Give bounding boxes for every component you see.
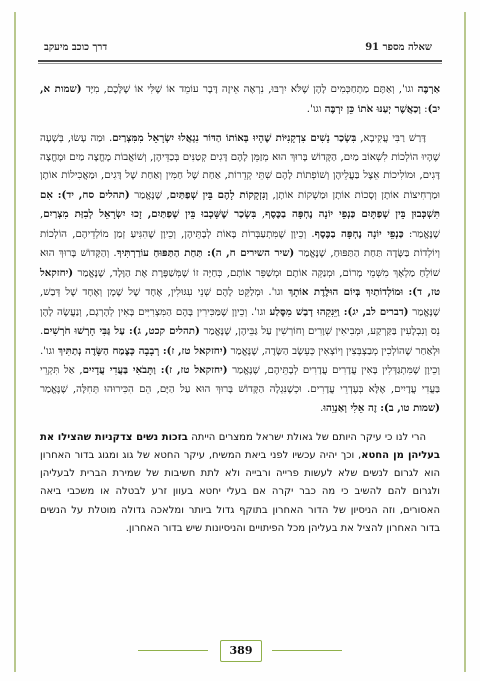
text-run: , וכך יהיה עכשיו לפני ביאת המשיח, עיקר החטא של גוג ומגוג בדור האחרון הוא לגרום לנשים שלא לעשות פרייה ורבייה ולא לתת חשיבות של שמירת הברית לבעליהן ולגרום להם להשיב כי מה כבר יקרה אם בעלי יחטא בעוון זרע לבטלה או משכבי ביאה האסורים, וזה הניסיון של הדור האחרון בתוקף גדול ביותר ומלאכה גדולה מוטלת על הנשים בדור האחרון להציל את בעליהן מכל הפיתויים והניסיונות שיש בדור האחרון. <box>40 449 440 534</box>
bold-run: בִּשְׂכַר שֶׁשָּׁכְבוּ בֵּין שְׁפַתַּיִם, זָכוּ יִשְׂרָאֵל לְבִזַּת מִצְרַיִם <box>43 208 257 220</box>
bold-run: בזכות נשים צדקניות שהצילו את בעליהן מן החטא <box>40 431 441 461</box>
page-number-ornament <box>200 640 280 662</box>
text-run: , שֶׁנֶּאֱמַר: <box>40 209 440 240</box>
bold-run: (יחזקאל טז, ד): וּמוֹלְדוֹתַיִךְ בְּיוֹם הוּלֶּדֶת אוֹתָךְ <box>40 266 440 298</box>
header-divider-thin <box>38 63 442 64</box>
paragraph-1 <box>40 80 440 119</box>
bold-run: (שיר השירים ח, ה): תַּחַת הַתַּפּוּחַ עוֹרַרְתִּיךָ <box>116 247 295 259</box>
bold-run: (תהלים סח, יד): אִם תִּשְׁכְּבוּן בֵּין שְׁפַתָּיִם כַּנְפֵי יוֹנָה נֶחְפָּה בַכֶּסֶף <box>40 188 440 220</box>
paragraph-3-commentary <box>40 429 440 539</box>
text-run: הרי לנו כי עיקר היותם של גאולת ישראל ממצרים הייתה <box>187 431 427 443</box>
text-run: : <box>420 103 428 115</box>
text-run: . וּלְאַחַר שֶׁהוֹלְכִין מְבַצְבְּצִין וְיוֹצְאִין כְּעֵשֶׂב הַשָּׂדֶה, שֶׁנֶּאֱמַר <box>40 326 440 357</box>
ornament-line-left <box>138 650 208 651</box>
book-title: דרך כוכב מיעקב <box>44 42 108 53</box>
page-number: 389 <box>220 640 262 662</box>
text-run: . <box>320 403 324 414</box>
bold-run: וְכַאֲשֶׁר יְעַנּוּ אֹתוֹ כֵּן יִרְבֶּה <box>324 102 421 115</box>
body-text <box>40 80 440 548</box>
text-run: , שֶׁנֶּאֱמַר <box>129 189 170 201</box>
text-run: . וְכֵיוָן שֶׁמִּתְעַבְּרוֹת בָּאוֹת לְבָתֵּיהֶן, וְכֵיוָן שֶׁהִגִּיעַ זְמַן מוֹלְדֵיהֶם, הוֹלְכוֹת וְיוֹלְדוֹת בַּשָּׂדֶה תַּחַת הַתַּפּוּחַ, שֶׁנֶּאֱמַר <box>40 228 440 259</box>
text-run: , אַל תִּקְרֵי בַּעֲדִי עֲדָיִים, אֶלָּא בְּעֶדְרֵי עֲדָרִים. וּכְשֶׁנִּגְלָה הַקָּדוֹשׁ בָּרוּךְ הוּא עַל הַיָּם, הֵם הִכִּירוּהוּ תְּחִלָּה, שֶׁנֶּאֱמַר <box>40 365 440 395</box>
text-run: . וְהַקָּדוֹשׁ בָּרוּךְ הוּא שׁוֹלֵחַ מַלְאָךְ מִשְּׁמֵי מָרוֹם, וּמְנַקֵּה אוֹתָם וּמְשַׁפֵּר אוֹתָם, כְּחַיָּה זוֹ שֶׁמְּשַׁפֶּרֶת אֶת הַוָּלָד, שֶׁנֶּאֱמַר <box>40 248 440 279</box>
text-run: וגו'. וּמְלַקֵּט לָהֶם שְׁנֵי עִגּוּלִין, אֶחָד שֶׁל שֶׁמֶן וְאֶחָד שֶׁל דְּבַשׁ, שֶׁנֶּאֱמַר <box>40 287 440 318</box>
text-run: וגו', וְאַתֶּם מַתְחַכְּמִים לָהֶן שֶׁלֹּא יִרְבּוּ, נִרְאֶה אֵיזֶה דָּבָר עוֹמֵד אוֹ שֶׁלִּי אוֹ שֶׁלָּכֶם, מִיָּד <box>81 84 418 95</box>
text-run: דָּרַשׁ רַבִּי עֲקִיבָא, <box>356 133 426 144</box>
bold-run: וְנִזְקָקוֹת לָהֶם בֵּין שְׁפַתַּיִם <box>169 188 268 201</box>
text-run: , <box>256 209 266 220</box>
running-header <box>38 40 442 56</box>
bold-run: בִּשְׂכַר נָשִׁים צִדְקָנִיּוֹת שֶׁהָיוּ בְּאוֹתוֹ הַדּוֹר נִגְאֲלוּ יִשְׂרָאֵל מִמִּצְרַיִם <box>112 132 357 144</box>
paragraph-2-midrash <box>40 129 440 419</box>
bold-run: (יחזקאל טז, ז): וַתָּבֹאִי בַּעֲדִי עֲדָיִים <box>82 364 228 376</box>
ornament-line-right <box>272 650 342 651</box>
text-run: . וּמַה עָשׂוּ, בְּשָׁעָה שֶׁהָיוּ הוֹלְכוֹת לִשְׁאוֹב מַיִם, הַקָּדוֹשׁ בָּרוּךְ הוּא מְזַמֵּן לָהֶם דָּגִים קְטַנִּים בְּכַדֵּיהֶן, וְשׁוֹאֲבוֹת מֶחֱצָה מַיִם וּמֶחֱצָה דָּגִים, וּמוֹלִיכוֹת אֵצֶל בַּעֲלֵיהֶן וְשׁוֹפְתוֹת לָהֶם שְׁתֵּי קְדֵרוֹת, אַחַת שֶׁל חַמִּין וְאַחַת שֶׁל דָּגִים, וּמַאֲכִילוֹת אוֹתָן וּמַרְחִיצוֹת אוֹתָן וְסָכוֹת אוֹתָן וּמַשְׁקוֹת אוֹתָן, <box>40 133 440 201</box>
header-divider <box>38 60 442 62</box>
text-run: וגו'. <box>306 103 325 115</box>
bold-run: (שמות טו, ב): זֶה אֵלִי וְאַנְוֵהוּ <box>323 402 440 414</box>
text-run: וגו'. וְכֵיוָן שֶׁמַּכִּירִין בָּהֶם הַמִּצְרִיִּים בָּאִין לְהָרְגָם, וְנַעֲשֶׂה לָהֶן נֵס וְנִבְלָעִין בַּקַּרְקַע, וּמְבִיאִין שְׁוָרִים וְחוֹרְשִׁין עַל גַּבֵּיהֶן, שֶׁנֶּאֱמַר <box>40 306 440 337</box>
bold-run: כַּנְפֵי יוֹנָה נֶחְפָּה בַכֶּסֶף <box>314 227 404 240</box>
section-label: שאלה מספר 91 <box>365 42 432 53</box>
bold-run: אַרְבֶּה <box>417 83 440 95</box>
text-run: וגו'. וְכֵיוָן שֶׁמִּתְגַּדְּלִין בָּאִין עֲדָרִים עֲדָרִים לְבָתֵּיהֶם, שֶׁנֶּאֱמַר <box>40 345 441 376</box>
bold-run: (יחזקאל טז, ז): רְבָבָה כְּצֶמַח הַשָּׂדֶה נְתַתִּיךְ <box>57 344 228 357</box>
bold-run: (דברים לב, יג): וַיֵּנִקֵהוּ דְבַשׁ מִסֶּלַע <box>269 305 409 318</box>
bold-run: (שמות א, יב) <box>40 83 440 115</box>
bold-run: (תהלים קכט, ג): עַל גַּבִּי חָרְשׁוּ חֹרְשִׁים <box>43 325 200 337</box>
